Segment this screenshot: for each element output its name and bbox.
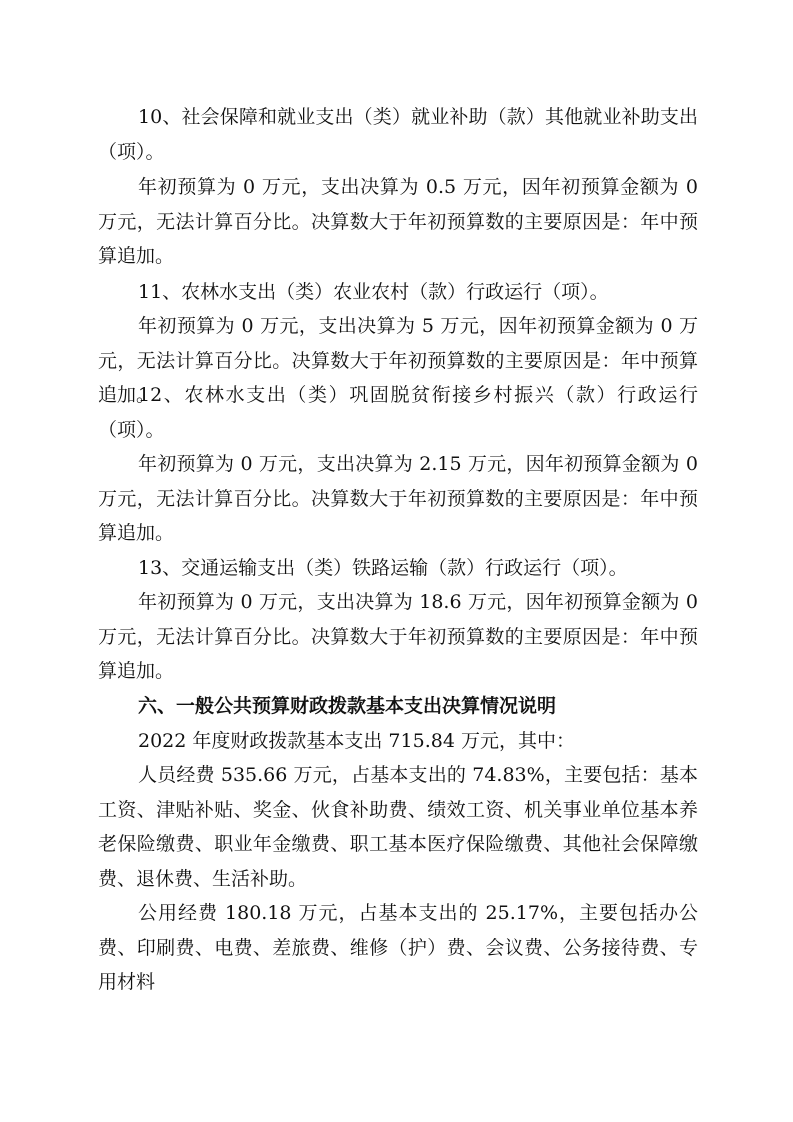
item-11-description: 年初预算为 0 万元，支出决算为 5 万元，因年初预算金额为 0 万元，无法计算百分比。决算数大于年初预算数的主要原因是：年中预算追加。	[98, 315, 698, 406]
item-13-title: 13、交通运输支出（类）铁路运输（款）行政运行（项）。	[138, 557, 628, 579]
public-expenses-paragraph: 公用经费 180.18 万元，占基本支出的 25.17%，主要包括办公费、印刷费、电费、差旅费、维修（护）费、会议费、公务接待费、专用材料	[98, 902, 698, 993]
item-11-title: 11、农林水支出（类）农业农村（款）行政运行（项）。	[138, 281, 609, 303]
item-10-title: 10、社会保障和就业支出（类）就业补助（款）其他就业补助支出（项）。	[98, 106, 698, 163]
section-heading: 六、一般公共预算财政拨款基本支出决算情况说明	[138, 695, 557, 717]
basic-expenditure-summary: 2022 年度财政拨款基本支出 715.84 万元，其中：	[138, 730, 575, 752]
item-12-description: 年初预算为 0 万元，支出决算为 2.15 万元，因年初预算金额为 0 万元，无法计算百分比。决算数大于年初预算数的主要原因是：年中预算追加。	[98, 453, 698, 544]
item-12-title: 12、农林水支出（类）巩固脱贫衔接乡村振兴（款）行政运行（项）。	[98, 384, 698, 441]
personnel-expenses-paragraph: 人员经费 535.66 万元，占基本支出的 74.83%，主要包括：基本工资、津贴补贴、奖金、伙食补助费、绩效工资、机关事业单位基本养老保险缴费、职业年金缴费、职工基本医疗保险缴费、其他社会保障缴费、退休费、生活补助。	[98, 764, 698, 890]
item-13-description: 年初预算为 0 万元，支出决算为 18.6 万元，因年初预算金额为 0 万元，无法计算百分比。决算数大于年初预算数的主要原因是：年中预算追加。	[98, 591, 698, 682]
item-10-description: 年初预算为 0 万元，支出决算为 0.5 万元，因年初预算金额为 0 万元，无法计算百分比。决算数大于年初预算数的主要原因是：年中预算追加。	[98, 176, 698, 267]
